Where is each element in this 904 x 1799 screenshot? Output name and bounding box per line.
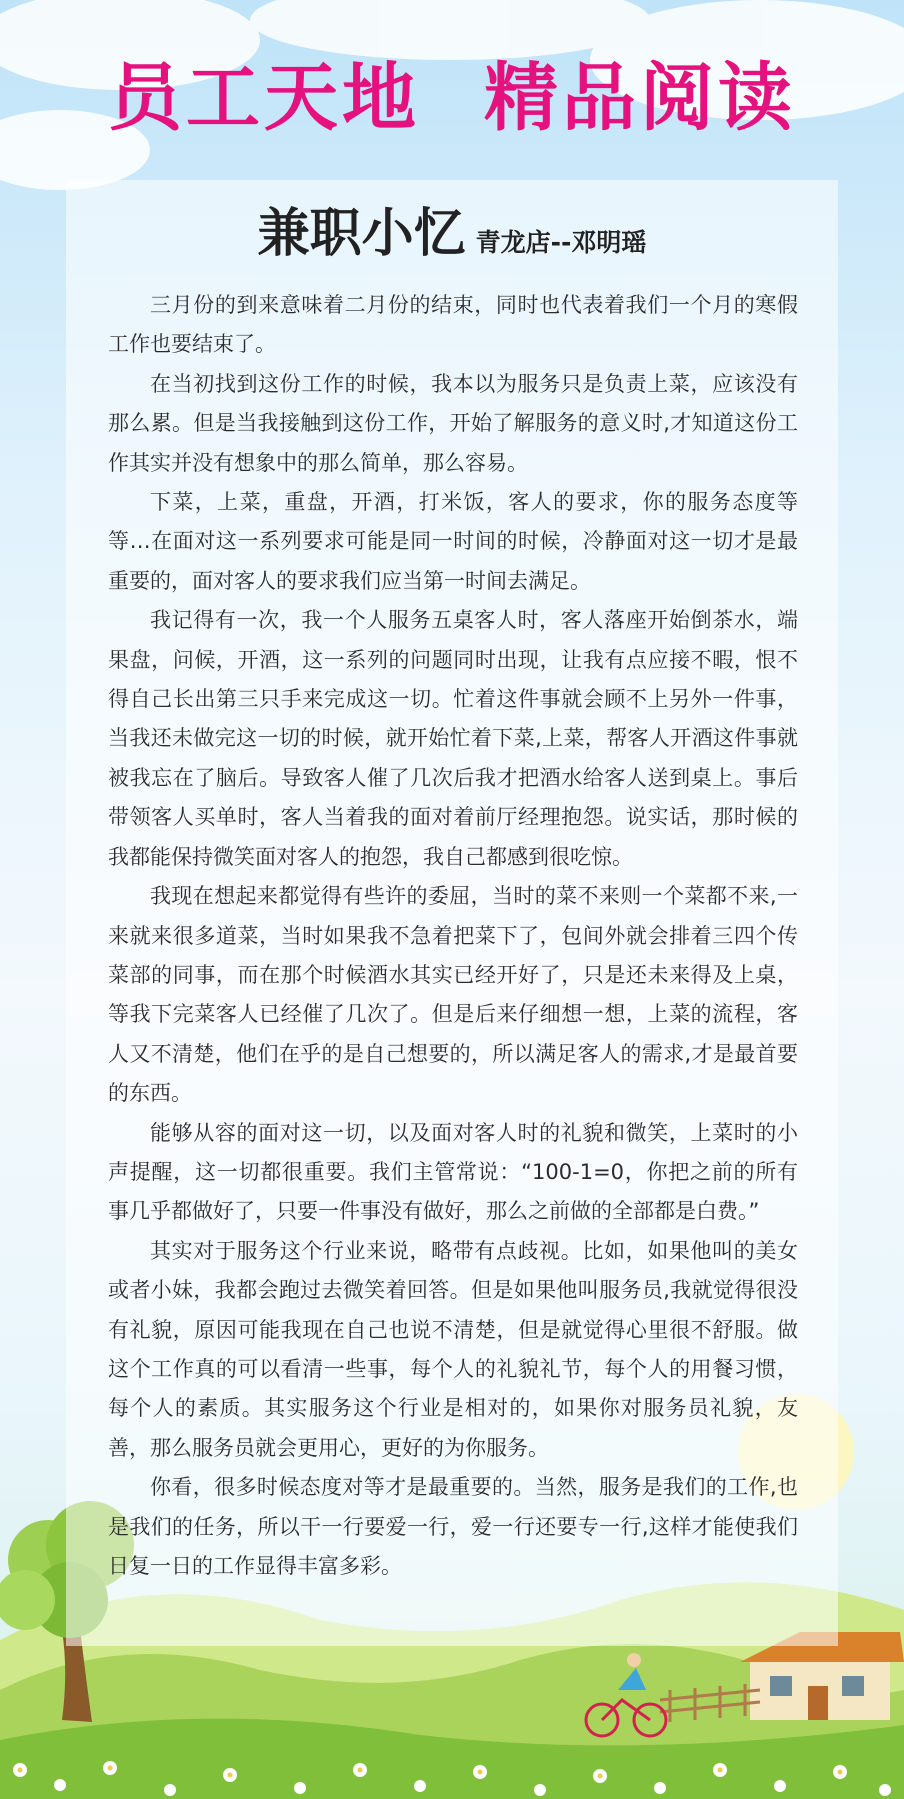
poster-title-left: 员工天地 (108, 55, 420, 141)
article-paragraph: 能够从容的面对这一切，以及面对客人时的礼貌和微笑，上菜时的小声提醒，这一切都很重要。我们主管常说：“100-1=0，你把之前的所有事几乎都做好了，只要一件事没有做好，那么之前做的全部都是白费。” (108, 1120, 798, 1224)
article-paragraph: 你看，很多时候态度对等才是最重要的。当然，服务是我们的工作,也是我们的任务，所以干一行要爱一行，爱一行还要专一行,这样才能使我们日复一日的工作显得丰富多彩。 (108, 1475, 798, 1578)
article-paragraph: 下菜，上菜，重盘，开酒，打米饭，客人的要求，你的服务态度等等…在面对这一系列要求可能是同一时间的时候，冷静面对这一切才是最重要的，面对客人的要求我们应当第一时间去满足。 (108, 490, 798, 593)
poster-title-right: 精品阅读 (484, 55, 796, 141)
article-body (108, 286, 798, 1586)
article-paragraph: 三月份的到来意味着二月份的结束，同时也代表着我们一个月的寒假工作也要结束了。 (108, 293, 798, 357)
article-author: 青龙店--邓明瑶 (475, 228, 647, 257)
article-paragraph: 我现在想起来都觉得有些许的委屈，当时的菜不来则一个菜都不来,一来就来很多道菜，当时如果我不急着把菜下了，包间外就会排着三四个传菜部的同事，而在那个时候酒水其实已经开好了，只是还未来得及上桌，等我下完菜客人已经催了几次了。但是后来仔细想一想，上菜的流程，客人又不清楚，他们在乎的是自己想要的，所以满足客人的需求,才是最首要的东西。 (108, 884, 798, 1106)
poster-title (0, 48, 904, 148)
article-heading (66, 198, 838, 282)
article-paragraph: 我记得有一次，我一个人服务五桌客人时，客人落座开始倒茶水，端果盘，问候，开酒，这一系列的问题同时出现，让我有点应接不暇，恨不得自己长出第三只手来完成这一切。忙着这件事就会顾不上另外一件事，当我还未做完这一切的时候，就开始忙着下菜,上菜，帮客人开酒这件事就被我忘在了脑后。导致客人催了几次后我才把酒水给客人送到桌上。事后带领客人买单时，客人当着我的面对着前厅经理抱怨。说实话，那时候的我都能保持微笑面对客人的抱怨，我自己都感到很吃惊。 (108, 608, 798, 869)
article-paragraph: 其实对于服务这个行业来说，略带有点歧视。比如，如果他叫的美女或者小妹，我都会跑过去微笑着回答。但是如果他叫服务员,我就觉得很没有礼貌，原因可能我现在自己也说不清楚，但是就觉得心里很不舒服。做这个工作真的可以看清一些事，每个人的礼貌礼节，每个人的用餐习惯，每个人的素质。其实服务这个行业是相对的，如果你对服务员礼貌，友善，那么服务员就会更用心，更好的为你服务。 (108, 1238, 798, 1460)
article-title: 兼职小忆 (257, 204, 466, 264)
article-paragraph: 在当初找到这份工作的时候，我本以为服务只是负责上菜，应该没有那么累。但是当我接触到这份工作，开始了解服务的意义时,才知道这份工作其实并没有想象中的那么简单，那么容易。 (108, 371, 798, 475)
